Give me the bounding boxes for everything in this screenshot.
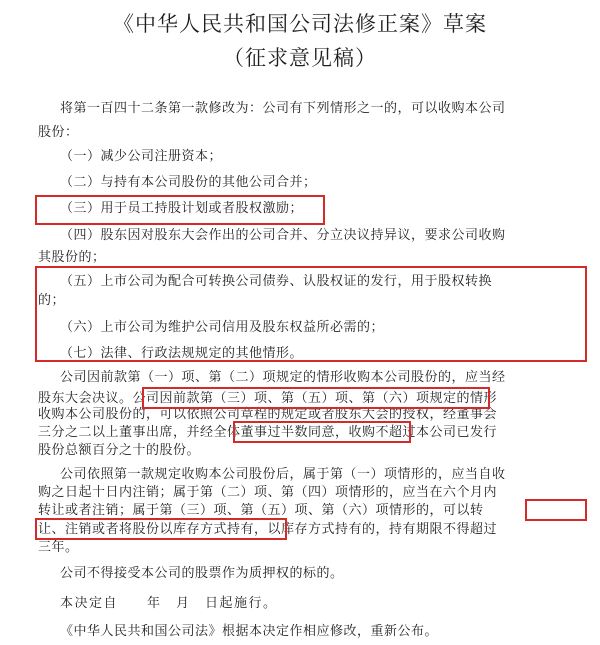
highlight-box-majority-consent <box>233 421 411 443</box>
highlight-box-item-three <box>35 195 325 225</box>
paragraph-effective-date: 本决定自 年 月 日起施行。 <box>60 596 278 611</box>
paragraph-amendment-line: 将第一百四十二条第一款修改为：公司有下列情形之一的，可以收购本公司 <box>60 101 506 116</box>
highlight-box-treasury-stock-start <box>525 499 587 521</box>
list-item-six: （六）上市公司为维护公司信用及股东权益所必需的； <box>60 320 385 335</box>
paragraph-republication: 《中华人民共和国公司法》根据本决定作相应修改，重新公布。 <box>60 624 439 639</box>
list-item-five-line: （五）上市公司为配合可转换公司债券、认股权证的发行，用于股权转换 <box>60 274 493 289</box>
list-item-one: （一）减少公司注册资本； <box>60 149 223 164</box>
paragraph-buyback-line: 三分之二以上董事出席，并经全体董事过半数同意，收购不超过本公司已发行 <box>38 425 498 440</box>
paragraph-buyback-line: 股东大会决议。公司因前款第（三）项、第（五）项、第（六）项规定的情形 <box>38 391 498 406</box>
paragraph-cancellation-line: 购之日起十日内注销；属于第（二）项、第（四）项情形的，应当在六个月内 <box>38 485 498 500</box>
document-title: 《中华人民共和国公司法修正案》草案 <box>113 12 487 36</box>
list-item-four-line: 其股份的； <box>38 250 106 265</box>
paragraph-pledge: 公司不得接受本公司的股票作为质押权的标的。 <box>60 566 344 581</box>
paragraph-cancellation-line: 转让或者注销；属于第（三）项、第（五）项、第（六）项情形的，可以转 <box>38 503 484 518</box>
list-item-three: （三）用于员工持股计划或者股权激励； <box>60 201 304 216</box>
list-item-two: （二）与持有本公司股份的其他公司合并； <box>60 175 317 190</box>
document-subtitle: （征求意见稿） <box>223 46 377 70</box>
list-item-five-line: 的； <box>38 293 66 308</box>
highlight-box-board-authorization <box>142 387 490 409</box>
highlight-box-treasury-stock-end <box>35 518 287 540</box>
paragraph-cancellation-line: 三年。 <box>38 540 79 555</box>
paragraph-cancellation-line: 公司依照第一款规定收购本公司股份后，属于第（一）项情形的，应当自收 <box>60 467 506 482</box>
paragraph-amendment-line: 股份： <box>38 125 79 140</box>
highlight-box-items-five-to-seven <box>35 266 587 362</box>
paragraph-buyback-line: 股份总额百分之十的股份。 <box>38 443 201 458</box>
list-item-seven: （七）法律、行政法规规定的其他情形。 <box>60 346 304 361</box>
paragraph-buyback-line: 公司因前款第（一）项、第（二）项规定的情形收购本公司股份的，应当经 <box>60 370 506 385</box>
paragraph-cancellation-line: 让、注销或者将股份以库存方式持有，以库存方式持有的，持有期限不得超过 <box>38 522 498 537</box>
paragraph-buyback-line: 收购本公司股份的，可以依照公司章程的规定或者股东大会的授权，经董事会 <box>38 407 498 422</box>
list-item-four-line: （四）股东因对股东大会作出的公司合并、分立决议持异议，要求公司收购 <box>60 228 506 243</box>
